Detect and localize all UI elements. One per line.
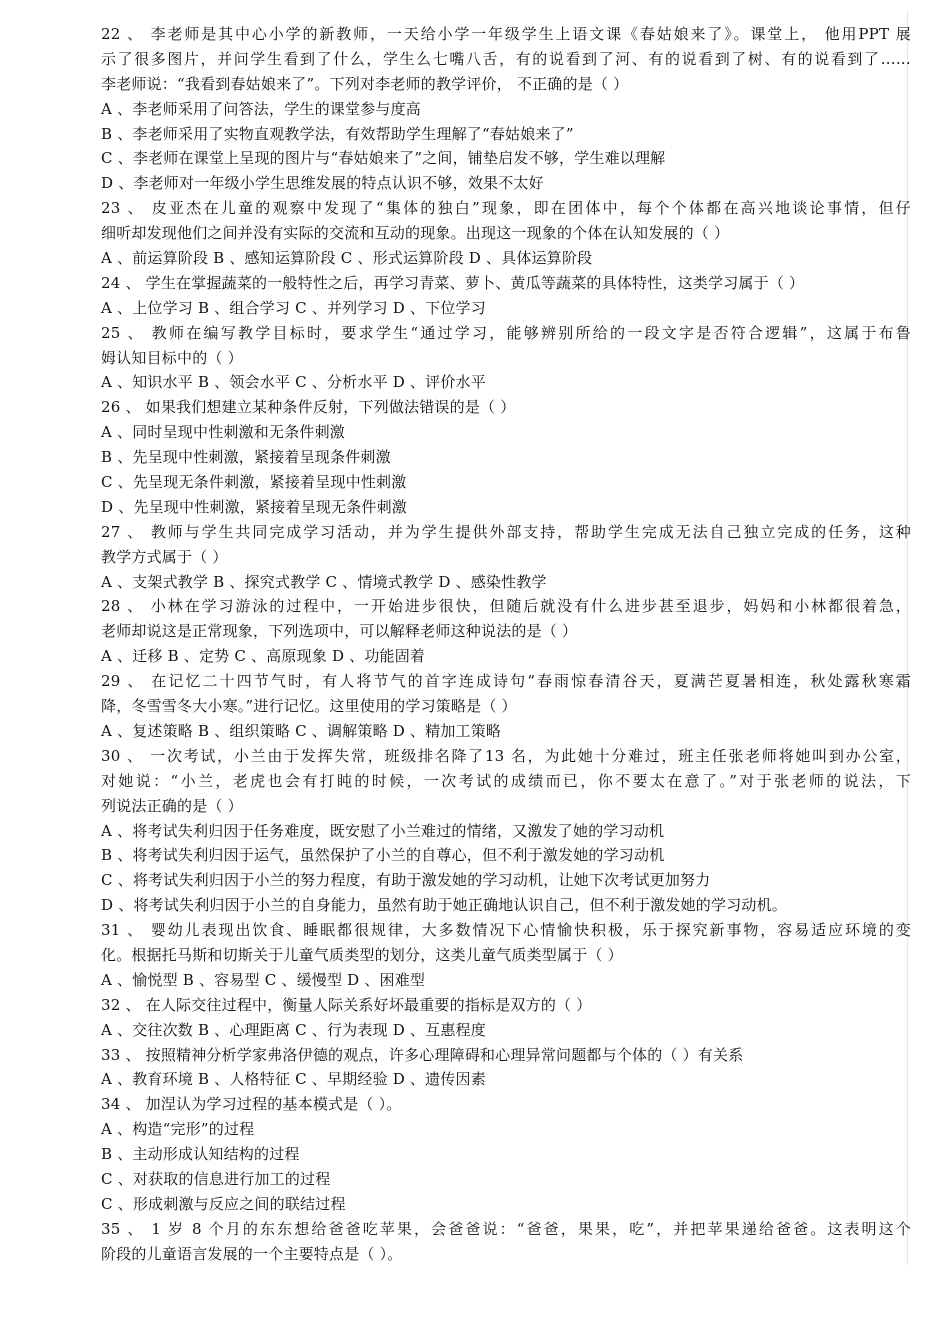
text-line: C 、将考试失利归因于小兰的努力程度，有助于激发她的学习动机，让她下次考试更加努力: [101, 871, 711, 890]
text-line: 22 、 李老师是其中心小学的新教师，一天给小学一年级学生上语文课《春姑娘来了》。课堂上， 他用PPT 展: [101, 25, 911, 43]
text-line: 23 、 皮亚杰在儿童的观察中发现了“集体的独白”现象，即在团体中，每个个体都在高兴地谈论事情，但仔: [101, 199, 911, 218]
text-line: 27 、 教师与学生共同完成学习活动，并为学生提供外部支持，帮助学生完成无法自己独立完成的任务，这种: [101, 522, 911, 541]
text-line: 细听却发现他们之间并没有实际的交流和互动的现象。出现这一现象的个体在认知发展的（ ）: [101, 224, 730, 243]
text-line: 26 、 如果我们想建立某种条件反射，下列做法错误的是（ ）: [101, 398, 516, 417]
text-line: 31 、 婴幼儿表现出饮食、睡眠都很规律，大多数情况下心情愉快积极，乐于探究新事物，容易适应环境的变: [101, 921, 911, 940]
text-line: A 、构造“完形”的过程: [101, 1120, 255, 1139]
text-line: C 、先呈现无条件刺激，紧接着呈现中性刺激: [101, 473, 407, 492]
text-line: A 、同时呈现中性刺激和无条件刺激: [101, 423, 346, 442]
text-line: A 、愉悦型 B 、容易型 C 、缓慢型 D 、困难型: [101, 970, 426, 989]
text-line: 列说法正确的是（ ）: [101, 796, 243, 815]
text-line: 对她说：“小兰，老虎也会有打盹的时候，一次考试的成绩而已，你不要太在意了。”对于张老师的说法，下: [101, 771, 911, 790]
text-line: 28 、 小林在学习游泳的过程中，一开始进步很快，但随后就没有什么进步甚至退步，妈妈和小林都很着急，: [101, 597, 911, 616]
text-line: 老师却说这是正常现象，下列选项中，可以解释老师这种说法的是（ ）: [101, 622, 578, 641]
document-page: [101, 22, 911, 1267]
text-line: A 、将考试失利归因于任务难度，既安慰了小兰难过的情绪，又激发了她的学习动机: [101, 821, 665, 840]
text-line: D 、李老师对一年级小学生思维发展的特点认识不够，效果不太好: [101, 174, 544, 193]
text-line: 32 、 在人际交往过程中，衡量人际关系好坏最重要的指标是双方的（ ）: [101, 995, 592, 1014]
text-line: C 、对获取的信息进行加工的过程: [101, 1169, 331, 1188]
text-line: A 、上位学习 B 、组合学习 C 、并列学习 D 、下位学习: [101, 298, 486, 317]
text-line: C 、李老师在课堂上呈现的图片与“春姑娘来了”之间，铺垫启发不够，学生难以理解: [101, 149, 666, 168]
text-line: D 、先呈现中性刺激，紧接着呈现无条件刺激: [101, 497, 407, 516]
text-line: A 、迁移 B 、定势 C 、高原现象 D 、功能固着: [101, 647, 426, 666]
text-line: A 、交往次数 B 、心理距离 C 、行为表现 D 、互惠程度: [101, 1020, 486, 1039]
text-line: C 、形成刺激与反应之间的联结过程: [101, 1194, 346, 1213]
text-line: D 、将考试失利归因于小兰的自身能力，虽然有助于她正确地认识自己，但不利于激发她的学习动机。: [101, 896, 787, 915]
text-line: 33 、 按照精神分析学家弗洛伊德的观点，许多心理障碍和心理异常问题都与个体的（ ）有关系: [101, 1045, 744, 1064]
text-line: 29 、 在记忆二十四节气时，有人将节气的首字连成诗句“春雨惊春清谷天，夏满芒夏暑相连，秋处露秋寒霜: [101, 672, 911, 691]
text-line: A 、李老师采用了问答法，学生的课堂参与度高: [101, 99, 422, 118]
text-line: 示了很多图片，并问学生看到了什么，学生么七嘴八舌，有的说看到了河、有的说看到了树、有的说看到了……: [101, 49, 911, 68]
text-line: B 、主动形成认知结构的过程: [101, 1145, 300, 1164]
text-line: 24 、 学生在掌握蔬菜的一般特性之后，再学习青菜、萝卜、黄瓜等蔬菜的具体特性，这类学习属于（ ）: [101, 273, 805, 292]
text-line: 34 、 加涅认为学习过程的基本模式是（ ）。: [101, 1095, 402, 1114]
text-line: B 、李老师采用了实物直观教学法，有效帮助学生理解了“春姑娘来了”: [101, 124, 574, 143]
text-line: A 、前运算阶段 B 、感知运算阶段 C 、形式运算阶段 D 、具体运算阶段: [101, 249, 593, 268]
text-line: 阶段的儿童语言发展的一个主要特点是（ ）。: [101, 1244, 403, 1263]
text-line: 30 、 一次考试，小兰由于发挥失常，班级排名降了13 名，为此她十分难过，班主任张老师将她叫到办公室，: [101, 746, 911, 765]
text-line: A 、复述策略 B 、组织策略 C 、调解策略 D 、精加工策略: [101, 721, 502, 740]
text-line: 李老师说：“我看到春姑娘来了”。下列对李老师的教学评价， 不正确的是（ ）: [101, 74, 629, 93]
text-line: A 、支架式教学 B 、探究式教学 C 、情境式教学 D 、感染性教学: [101, 572, 547, 591]
text-line: 降，冬雪雪冬大小寒。”进行记忆。这里使用的学习策略是（ ）: [101, 697, 517, 716]
text-line: 教学方式属于（ ）: [101, 547, 228, 566]
text-line: A 、教育环境 B 、人格特征 C 、早期经验 D 、遗传因素: [101, 1070, 486, 1089]
text-line: B 、将考试失利归因于运气，虽然保护了小兰的自尊心，但不利于激发她的学习动机: [101, 846, 665, 865]
text-line: A 、知识水平 B 、领会水平 C 、分析水平 D 、评价水平: [101, 373, 486, 392]
text-line: B 、先呈现中性刺激，紧接着呈现条件刺激: [101, 448, 391, 467]
text-line: 25 、 教师在编写教学目标时，要求学生“通过学习，能够辨别所给的一段文字是否符合逻辑”，这属于布鲁: [101, 323, 911, 342]
text-line: 姆认知目标中的（ ）: [101, 348, 243, 367]
text-line: 化。根据托马斯和切斯关于儿童气质类型的划分，这类儿童气质类型属于（ ）: [101, 945, 623, 964]
text-line: 35 、 1 岁 8 个月的东东想给爸爸吃苹果，会爸爸说：“爸爸，果果，吃”，并把苹果递给爸爸。这表明这个: [101, 1219, 911, 1238]
